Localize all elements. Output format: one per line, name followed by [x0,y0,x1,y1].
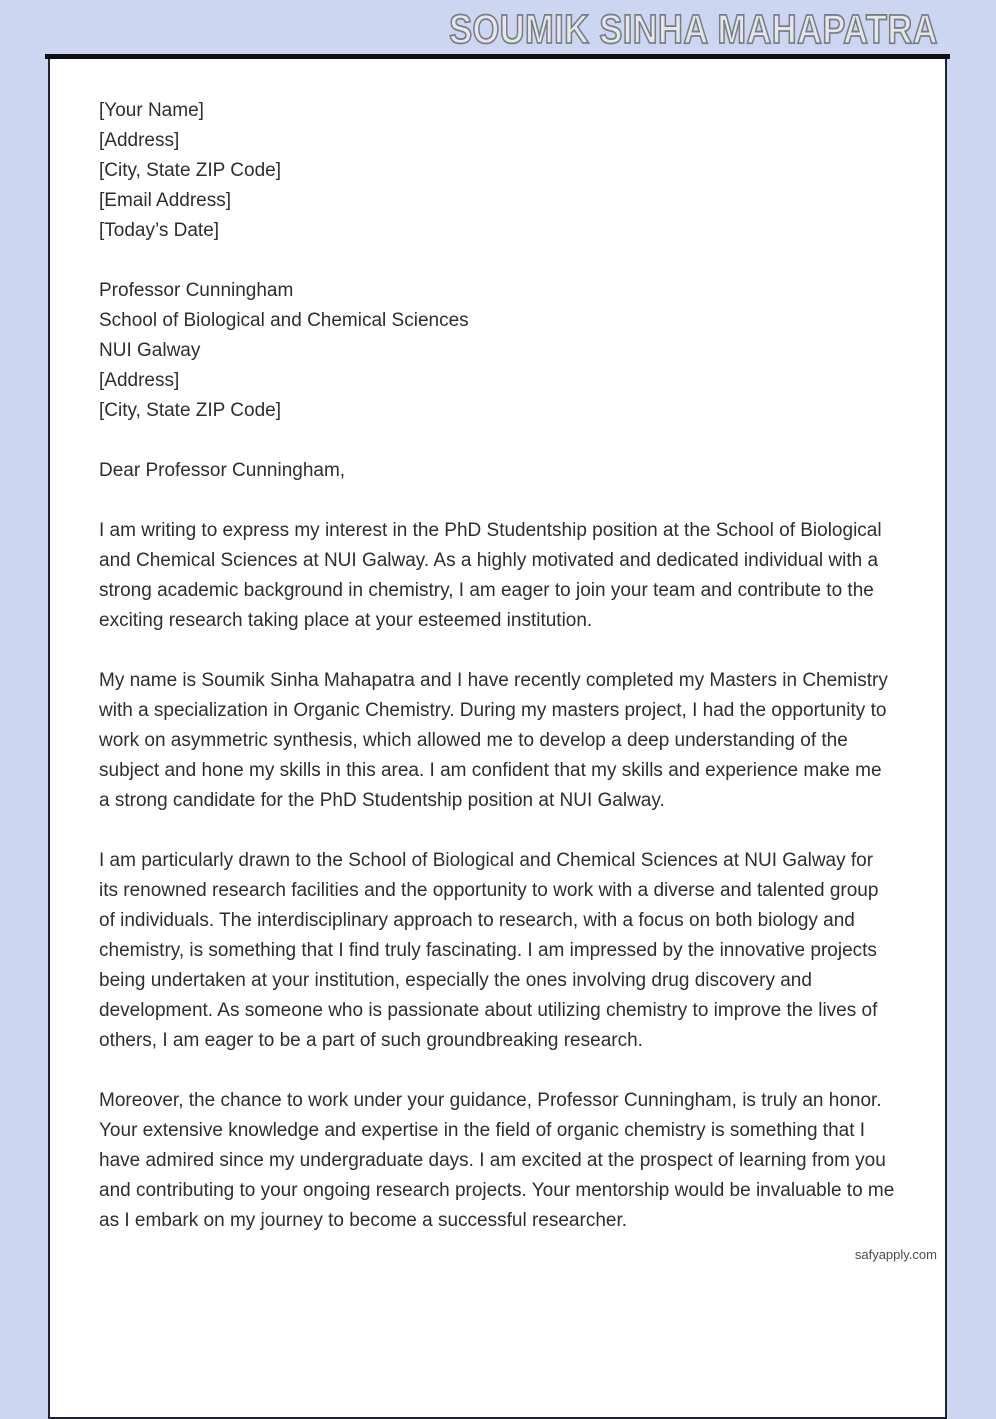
paragraph-background: My name is Soumik Sinha Mahapatra and I have recently completed my Masters in Chemistry with a specialization in Organic Chemistry. During my masters project, I had the opportunity to work on asymmetric synthesis, which allowed me to develop a deep understanding of the subject and hone my skills in this area. I am confident that my skills and experience make me a strong candidate for the PhD Studentship position at NUI Galway. [99,670,888,811]
sender-address-line: [Address] [99,130,180,151]
sender-date-line: [Today’s Date] [99,220,220,241]
paragraph-intro: I am writing to express my interest in the PhD Studentship position at the School of Biological and Chemical Sciences at NUI Galway. As a highly motivated and dedicated individual with a strong academic background in chemistry, I am eager to join your team and contribute to the exciting research taking place at your esteemed institution. [99,520,882,631]
letterhead-name: SOUMIK SINHA MAHAPATRA [449,6,938,52]
salutation: Dear Professor Cunningham, [99,460,346,481]
recipient-city-line: [City, State ZIP Code] [99,400,281,421]
recipient-address-line: [Address] [99,370,180,391]
paragraph-motivation: I am particularly drawn to the School of Biological and Chemical Sciences at NUI Galway for its renowned research facilities and the opportunity to work with a diverse and talented group of individuals. The interdisciplinary approach to research, with a focus on both biology and chemistry, is something that I find truly fascinating. I am impressed by the innovative projects being undertaken at your institution, especially the ones involving drug discovery and development. As someone who is passionate about utilizing chemistry to improve the lives of others, I am eager to be a part of such groundbreaking research. [99,850,879,1051]
sender-city-line: [City, State ZIP Code] [99,160,281,181]
letter-page [48,59,947,1419]
sender-email-line: [Email Address] [99,190,231,211]
paragraph-mentorship: Moreover, the chance to work under your guidance, Professor Cunningham, is truly an honor. Your extensive knowledge and expertise in the field of organic chemistry is something that I have admired since my undergraduate days. I am excited at the prospect of learning from you and contributing to your ongoing research projects. Your mentorship would be invaluable to me as I embark on my journey to become a successful researcher. [99,1090,895,1231]
sender-address-block [99,96,896,246]
recipient-university-line: NUI Galway [99,340,201,361]
watermark: safyapply.com [854,1247,937,1262]
recipient-name-line: Professor Cunningham [99,280,294,301]
recipient-school-line: School of Biological and Chemical Sciences [99,310,469,331]
sender-name-line: [Your Name] [99,100,204,121]
recipient-address-block [99,276,896,426]
